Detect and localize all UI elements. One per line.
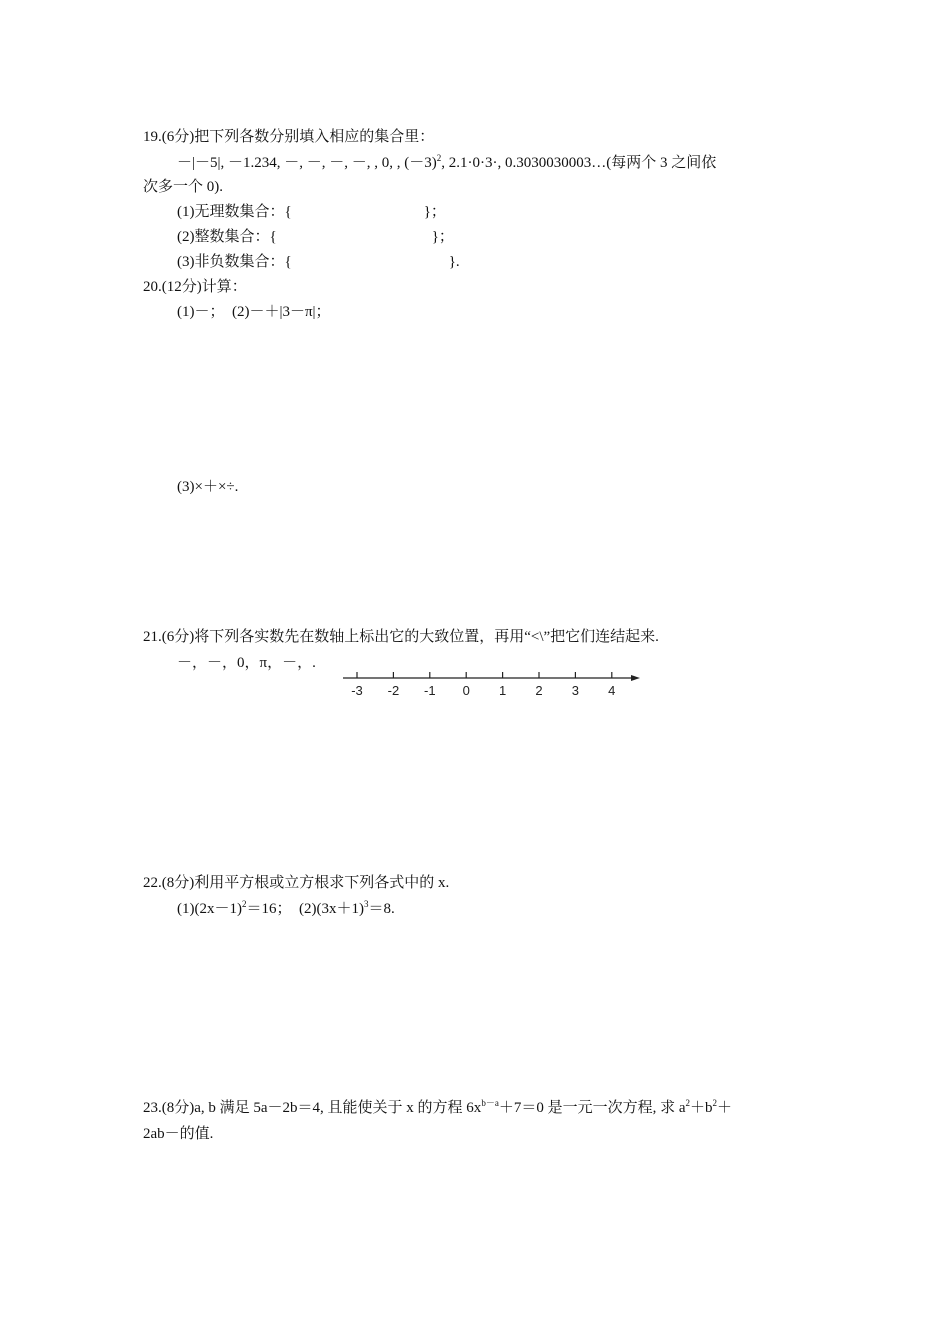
q22-title: 22.(8分)利用平方根或立方根求下列各式中的 x.: [143, 875, 450, 891]
q23-c: ＋b: [689, 1100, 713, 1116]
q19-numbers-sup: 2: [436, 153, 442, 163]
q19-title: 19.(6分)把下列各数分别填入相应的集合里：: [143, 129, 435, 145]
q23-line1: [143, 1098, 732, 1118]
q21-numbers: －，－，0，π，－，.: [177, 655, 316, 671]
q19-set1: [177, 202, 446, 222]
q19-numbers-a: －|－5|, －1.234, －, －, －, －, , 0, , (－3): [177, 155, 437, 171]
q19-set1-close: }；: [423, 204, 446, 220]
number-line: [335, 664, 645, 704]
number-line-tick-label: 2: [535, 683, 543, 698]
number-line-tick-label: -2: [387, 683, 400, 698]
number-line-arrow-icon: [631, 675, 640, 681]
q23-b: ＋7＝0 是一元一次方程, 求 a: [498, 1100, 686, 1116]
q21-title: 21.(6分)将下列各实数先在数轴上标出它的大致位置，再用“<\”把它们连结起来.: [143, 629, 659, 645]
q19-set1-label: (1)无理数集合：{: [177, 204, 292, 220]
q19-set2: [177, 227, 454, 247]
q19-set3-label: (3)非负数集合：{: [177, 254, 292, 270]
q22-parts: [177, 899, 395, 919]
q23-sup1: b－a: [481, 1098, 499, 1108]
q19-numbers-line1: [177, 153, 716, 173]
q23-d: ＋: [717, 1100, 733, 1116]
q22-p1-b: ＝16； (2)(3x＋1): [246, 901, 364, 917]
q23-line2: 2ab－的值.: [143, 1126, 214, 1142]
q20-title: 20.(12分)计算：: [143, 279, 247, 295]
number-line-tick-label: -3: [351, 683, 363, 698]
q19-set3: [177, 252, 460, 272]
q19-set3-close: }.: [448, 254, 460, 270]
q20-part3: (3)×＋×÷.: [177, 479, 239, 495]
q19-set2-close: }；: [431, 229, 454, 245]
q23-sup2: 2: [685, 1098, 690, 1108]
q19-numbers-line2: 次多一个 0).: [143, 179, 223, 195]
number-line-tick-label: 1: [498, 683, 507, 698]
q19-set2-label: (2)整数集合：{: [177, 229, 277, 245]
number-line-tick-label: -1: [424, 683, 436, 698]
q22-p1-sup: 2: [241, 899, 247, 909]
number-line-tick-label: 4: [608, 683, 616, 698]
q23-sup3: 2: [712, 1098, 717, 1108]
q22-p1-c: ＝8.: [368, 901, 395, 917]
q19-numbers-b: , 2.1·0·3·, 0.3030030003…(每两个 3 之间依: [441, 155, 717, 171]
q20-part12: (1)－； (2)－＋|3－π|；: [177, 304, 331, 320]
q22-p1-a: (1)(2x－1): [177, 901, 242, 917]
q23-a: 23.(8分)a, b 满足 5a－2b＝4, 且能使关于 x 的方程 6x: [143, 1100, 482, 1116]
number-line-tick-label: 0: [462, 683, 470, 698]
number-line-tick-label: 3: [571, 683, 580, 698]
q22-p1-sup2: 3: [363, 899, 369, 909]
